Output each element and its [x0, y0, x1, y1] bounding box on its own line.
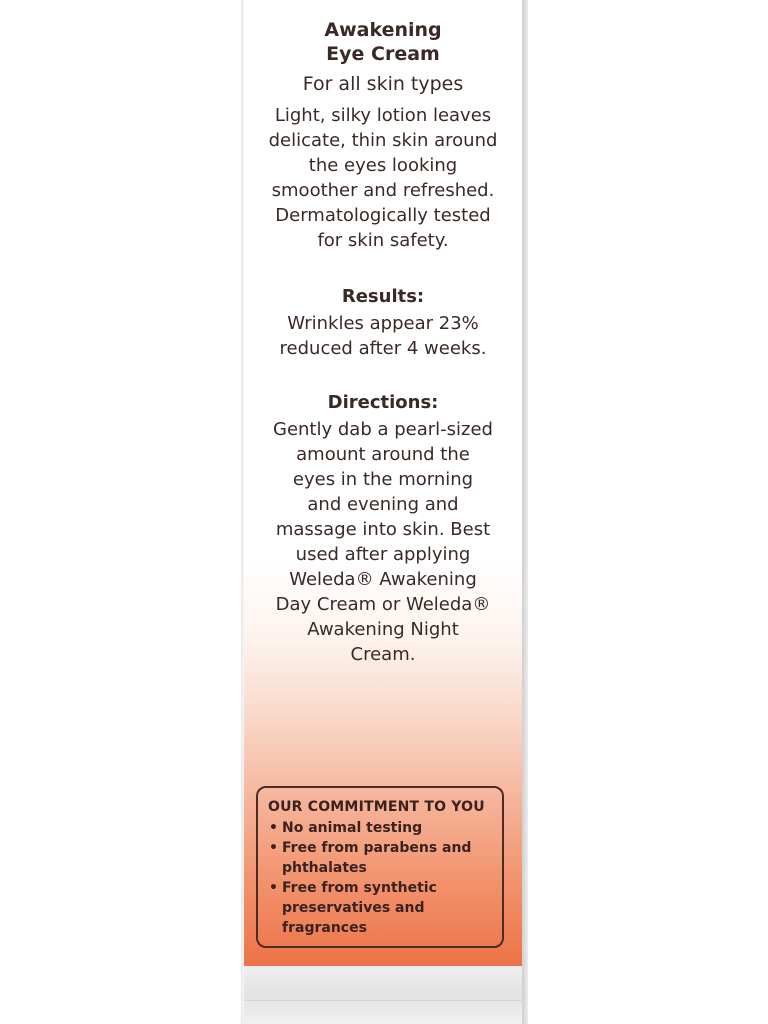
description-line: Light, silky lotion leaves	[274, 105, 492, 126]
directions-text	[252, 417, 514, 667]
results-line: reduced after 4 weeks.	[279, 338, 487, 359]
box-side-panel	[244, 0, 522, 966]
box-right-edge	[522, 0, 528, 1024]
results-line: Wrinkles appear 23%	[287, 313, 479, 334]
results-heading: Results:	[341, 286, 425, 307]
bullet-icon: •	[269, 840, 278, 856]
results-text	[252, 311, 514, 361]
commitment-item-text: No animal testing	[282, 820, 423, 836]
bullet-icon: •	[269, 880, 278, 896]
directions-line: amount around the	[296, 444, 470, 465]
box-fold-line	[244, 1000, 522, 1001]
commitment-box	[256, 786, 504, 948]
directions-heading: Directions:	[327, 392, 439, 413]
description-line: delicate, thin skin around	[268, 130, 498, 151]
product-subtitle: For all skin types	[302, 73, 464, 95]
description-line: for skin safety.	[317, 230, 449, 251]
box-bottom-flap	[244, 966, 522, 1024]
directions-line: and evening and	[307, 494, 459, 515]
directions-line: eyes in the morning	[292, 469, 474, 490]
directions-line: Gently dab a pearl-sized	[273, 419, 493, 440]
commitment-item	[268, 878, 494, 938]
commitment-item-text: Free from synthetic	[282, 880, 437, 896]
bullet-icon: •	[269, 820, 278, 836]
commitment-item-text: phthalates	[282, 860, 367, 876]
commitment-list	[268, 818, 494, 938]
commitment-item-text: Free from parabens and	[282, 840, 472, 856]
directions-line: Awakening Night	[307, 619, 459, 640]
product-description	[252, 103, 514, 253]
directions-line: Weleda® Awakening	[289, 569, 477, 590]
description-line: the eyes looking	[308, 155, 458, 176]
commitment-item-text: fragrances	[282, 920, 367, 936]
directions-line: used after applying	[295, 544, 471, 565]
directions-line: Day Cream or Weleda®	[275, 594, 491, 615]
product-title-line: Awakening	[324, 19, 442, 41]
commitment-item-text: preservatives and	[282, 900, 425, 916]
commitment-item	[268, 818, 494, 838]
commitment-item	[268, 838, 494, 878]
commitment-heading: OUR COMMITMENT TO YOU	[268, 799, 485, 815]
directions-line: massage into skin. Best	[275, 519, 491, 540]
directions-line: Cream.	[350, 644, 416, 665]
product-title	[244, 18, 522, 66]
product-title-line: Eye Cream	[326, 43, 440, 65]
description-line: smoother and refreshed.	[271, 180, 495, 201]
description-line: Dermatologically tested	[275, 205, 491, 226]
